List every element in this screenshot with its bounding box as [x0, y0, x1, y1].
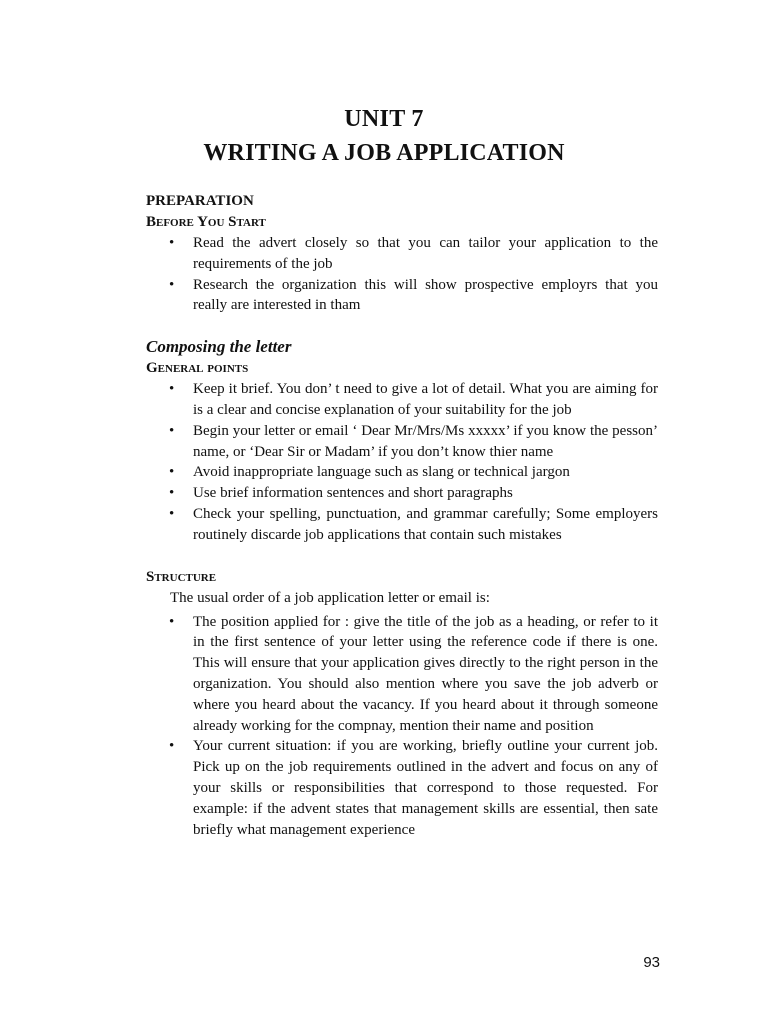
list-item-text: Begin your letter or email ‘ Dear Mr/Mrs/Ms xxxxx’ if you know the pesson’ name, or ‘Dear Sir or Madam’ if you don’t know thier name	[193, 422, 658, 460]
preparation-heading: PREPARATION	[146, 193, 254, 209]
bullet-icon: •	[169, 381, 175, 398]
before-you-start-heading: Before You Start	[146, 214, 266, 230]
list-item-text: Keep it brief. You don’ t need to give a lot of detail. What you are aiming for is a clear and concise explanation of your suitability for the job	[193, 381, 658, 418]
list-item	[146, 612, 658, 737]
list-item-text: Your current situation: if you are working, briefly outline your current job. Pick up on the job requirements outlined in the advert and focus on any of your skills or responsibilities that correspond to those requested. For example: if the advent states that management skills are essential, then sate briefly what management experience	[193, 738, 658, 838]
list-item	[146, 275, 658, 317]
preparation-list	[146, 233, 658, 316]
unit-title: WRITING A JOB APPLICATION	[203, 140, 565, 166]
list-item-text: Research the organization this will show prospective employrs that you really are interested in tham	[193, 276, 658, 314]
list-item	[146, 504, 658, 546]
unit-number: UNIT 7	[344, 106, 424, 132]
bullet-icon: •	[169, 235, 175, 251]
structure-intro: The usual order of a job application letter or email is:	[170, 589, 490, 606]
bullet-icon: •	[169, 613, 175, 630]
list-item	[146, 462, 658, 483]
list-item-text: The position applied for : give the title of the job as a heading, or refer to it in the first sentence of your letter using the reference code if there is one. This will ensure that your application gives directly to the right person in the organization. You should also mention where you save the job adverb or where you heard about the vacancy. If you heard about it through someone already working for the compnay, mention their name and position	[193, 613, 658, 734]
structure-heading: Structure	[146, 568, 217, 585]
general-points-list	[146, 379, 658, 545]
page-number: 93	[643, 954, 660, 971]
page-body	[146, 191, 658, 840]
list-item	[146, 736, 658, 840]
composing-heading: Composing the letter	[146, 337, 292, 357]
list-item-text: Check your spelling, punctuation, and grammar carefully; Some employers routinely discarde job applications that contain such mistakes	[193, 505, 658, 543]
general-points-heading: General points	[146, 360, 249, 377]
structure-list	[146, 612, 658, 841]
list-item-text: Avoid inappropriate language such as slang or technical jargon	[193, 464, 570, 481]
bullet-icon: •	[169, 276, 175, 293]
list-item	[146, 421, 658, 463]
bullet-icon: •	[169, 505, 175, 522]
bullet-icon: •	[169, 464, 175, 481]
list-item-text: Use brief information sentences and short paragraphs	[193, 485, 513, 502]
bullet-icon: •	[169, 738, 175, 755]
list-item-text: Read the advert closely so that you can tailor your application to the requirements of the job	[193, 235, 658, 272]
bullet-icon: •	[169, 485, 175, 502]
list-item	[146, 233, 658, 275]
bullet-icon: •	[169, 422, 175, 439]
list-item	[146, 379, 658, 421]
list-item	[146, 483, 658, 504]
